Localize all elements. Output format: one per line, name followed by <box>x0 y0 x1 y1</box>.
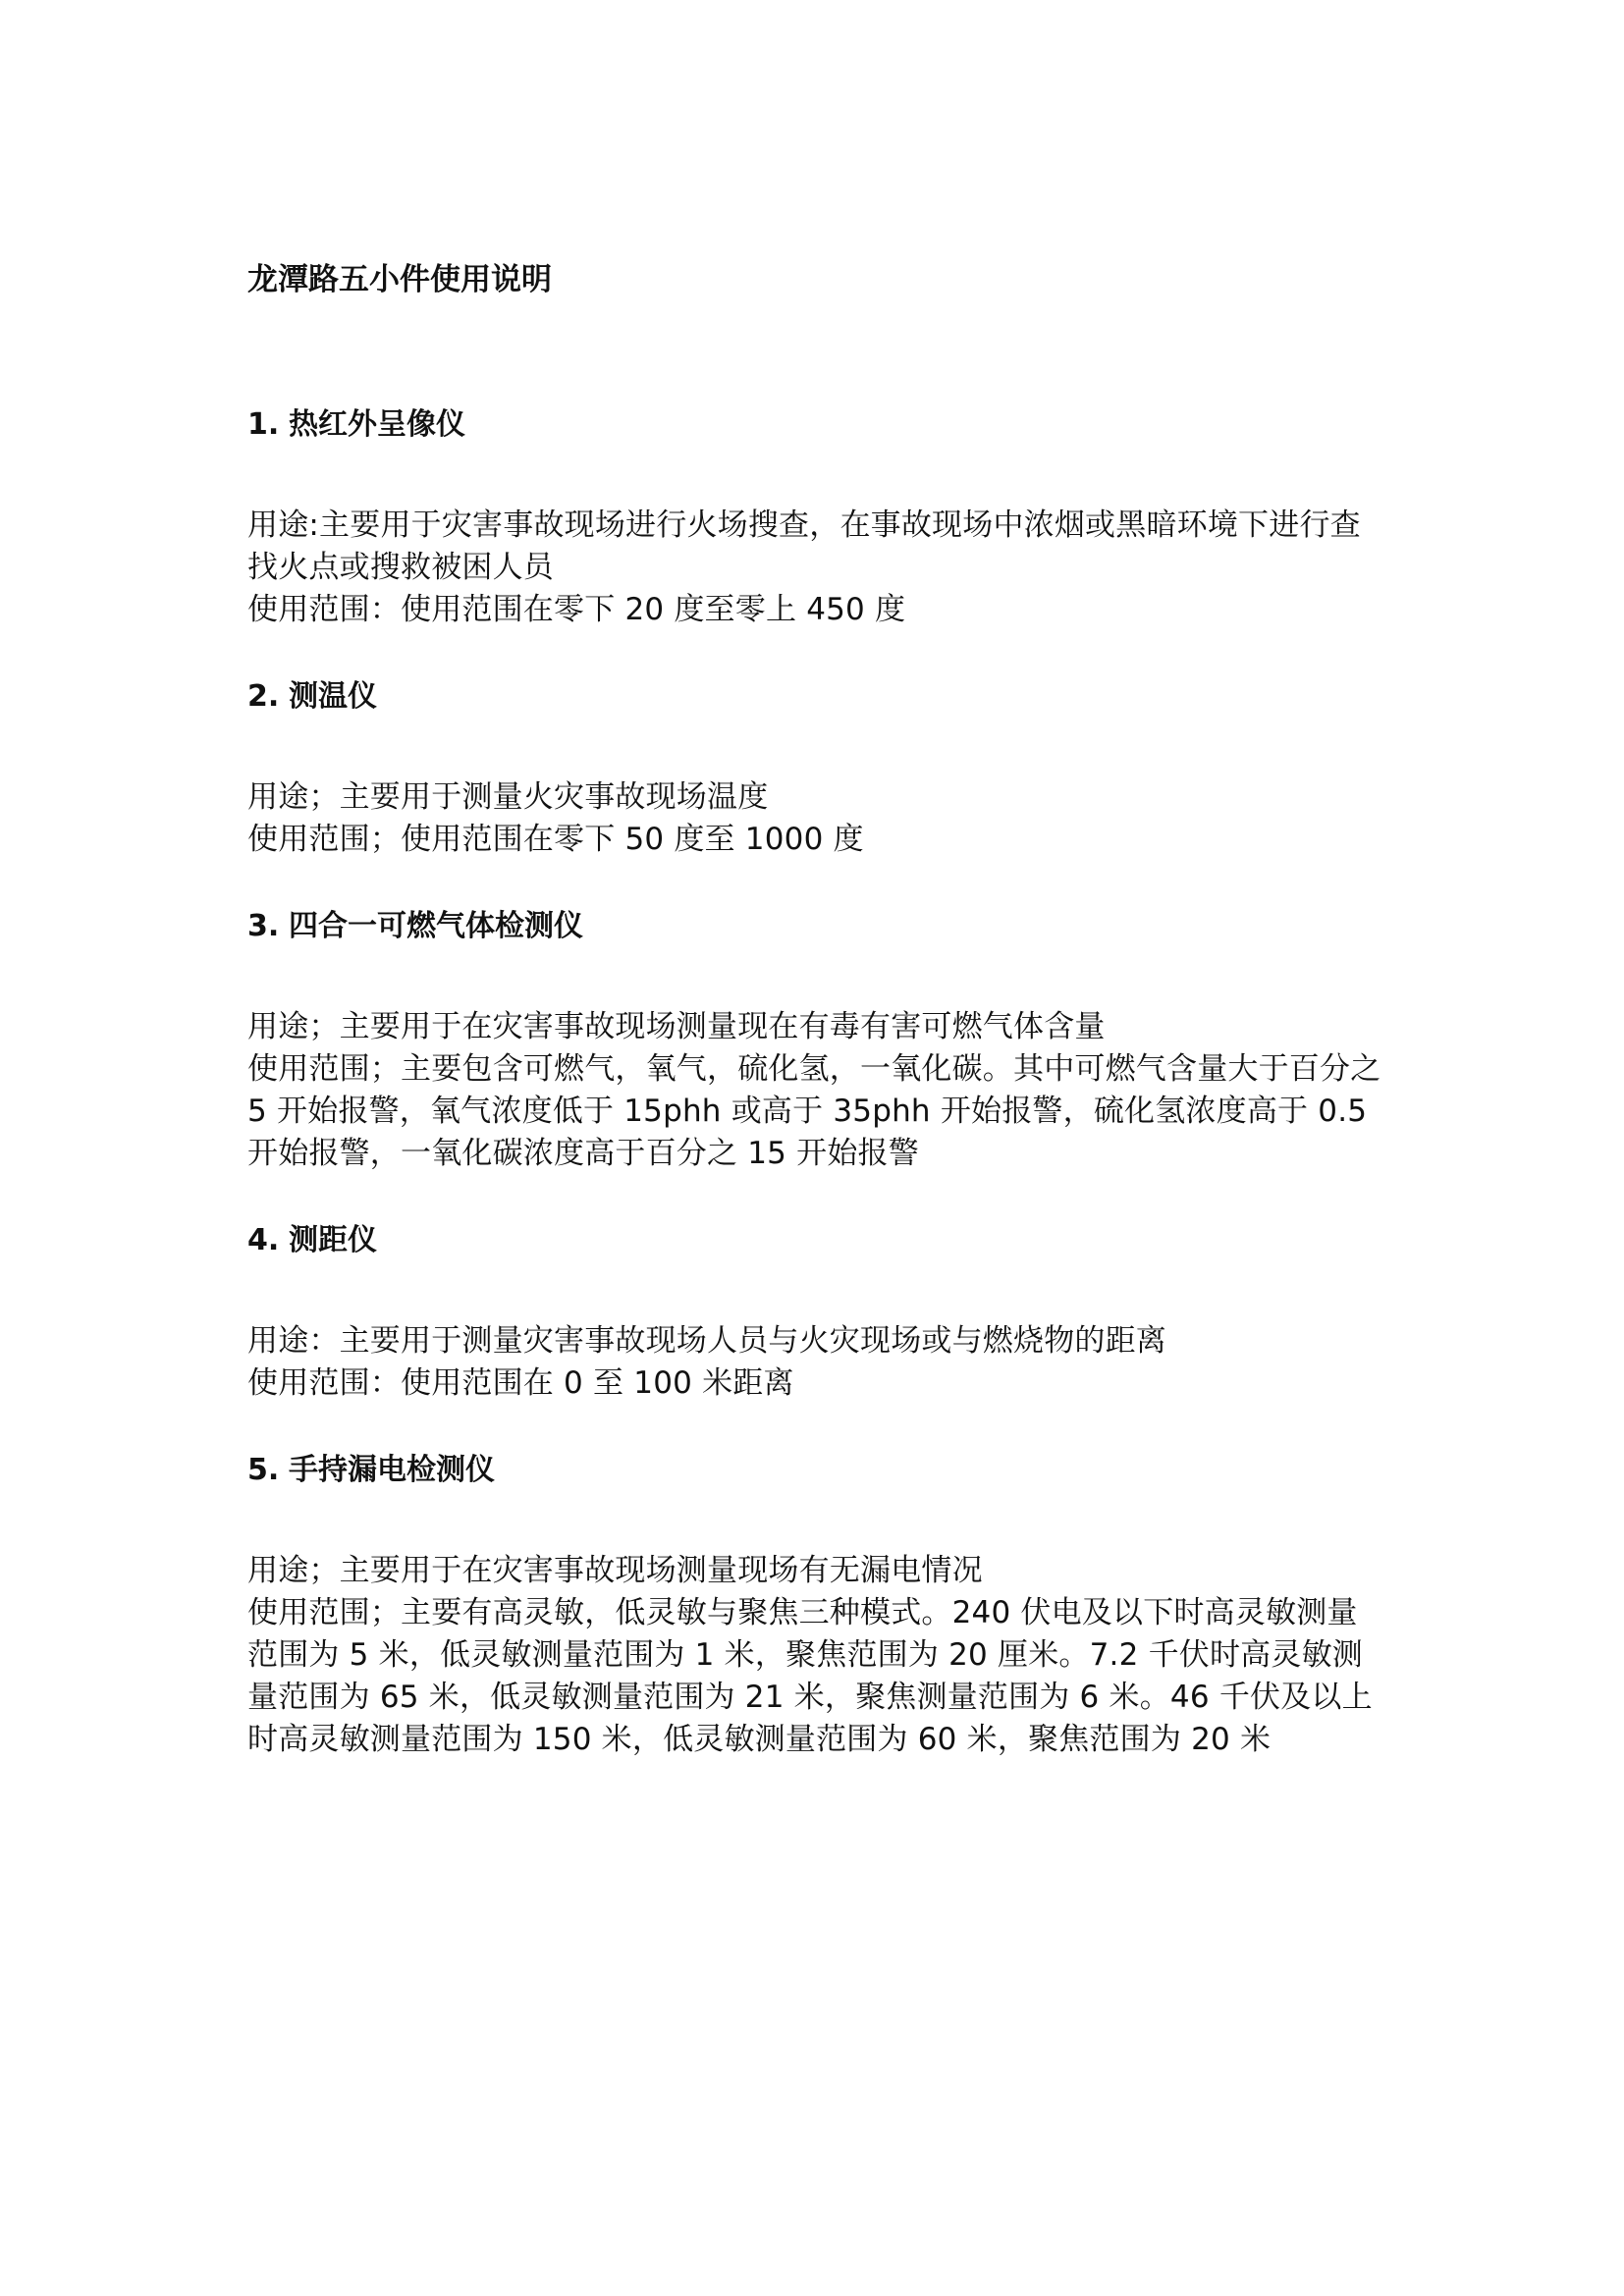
section-number: 1. <box>247 407 280 442</box>
range-text: 使用范围：使用范围在零下 20 度至零上 450 度 <box>247 592 906 627</box>
section-number: 2. <box>247 679 280 714</box>
section-number: 5. <box>247 1453 280 1487</box>
section-number: 3. <box>247 909 280 943</box>
section-title: 热红外呈像仪 <box>289 407 465 442</box>
section-leakage-detector <box>247 1448 1386 1761</box>
section-gas-detector <box>247 904 1386 1175</box>
section-title: 测距仪 <box>289 1223 377 1257</box>
usage-text: 用途：主要用于测量灾害事故现场人员与火灾现场或与燃烧物的距离 <box>247 1323 1166 1359</box>
document-content <box>247 257 1386 1761</box>
usage-text: 用途；主要用于测量火灾事故现场温度 <box>247 779 769 815</box>
section-title: 四合一可燃气体检测仪 <box>289 909 583 943</box>
usage-text: 用途:主要用于灾害事故现场进行火场搜查，在事故现场中浓烟或黑暗环境下进行查找火点或搜救被困人员 <box>247 507 1361 585</box>
range-text: 使用范围；主要包含可燃气，氧气，硫化氢，一氧化碳。其中可燃气含量大于百分之 5 开始报警，氧气浓度低于 15phh 或高于 35phh 开始报警，硫化氢浓度高于 0.5 开始报警，一氧化碳浓度高于百分之 15 开始报警 <box>247 1051 1381 1171</box>
section-heading <box>247 674 1386 720</box>
document-title: 龙潭路五小件使用说明 <box>247 262 552 297</box>
section-thermal-imager <box>247 402 1386 631</box>
section-number: 4. <box>247 1223 280 1257</box>
range-text: 使用范围；使用范围在零下 50 度至 1000 度 <box>247 822 864 857</box>
usage-text: 用途；主要用于在灾害事故现场测量现在有毒有害可燃气体含量 <box>247 1009 1106 1044</box>
usage-text: 用途；主要用于在灾害事故现场测量现场有无漏电情况 <box>247 1553 983 1588</box>
section-heading <box>247 904 1386 949</box>
section-rangefinder <box>247 1218 1386 1405</box>
section-heading <box>247 1218 1386 1263</box>
section-title: 手持漏电检测仪 <box>289 1453 495 1487</box>
section-heading <box>247 402 1386 448</box>
range-text: 使用范围：使用范围在 0 至 100 米距离 <box>247 1365 794 1401</box>
section-heading <box>247 1448 1386 1493</box>
range-text: 使用范围；主要有高灵敏，低灵敏与聚焦三种模式。240 伏电及以下时高灵敏测量范围为 5 米，低灵敏测量范围为 1 米，聚焦范围为 20 厘米。7.2 千伏时高灵敏测量范围为 65 米，低灵敏测量范围为 21 米，聚焦测量范围为 6 米。46 千伏及以上时高灵敏测量范围为 150 米，低灵敏测量范围为 60 米，聚焦范围为 20 米 <box>247 1595 1373 1757</box>
section-thermometer <box>247 674 1386 861</box>
section-title: 测温仪 <box>289 679 377 714</box>
